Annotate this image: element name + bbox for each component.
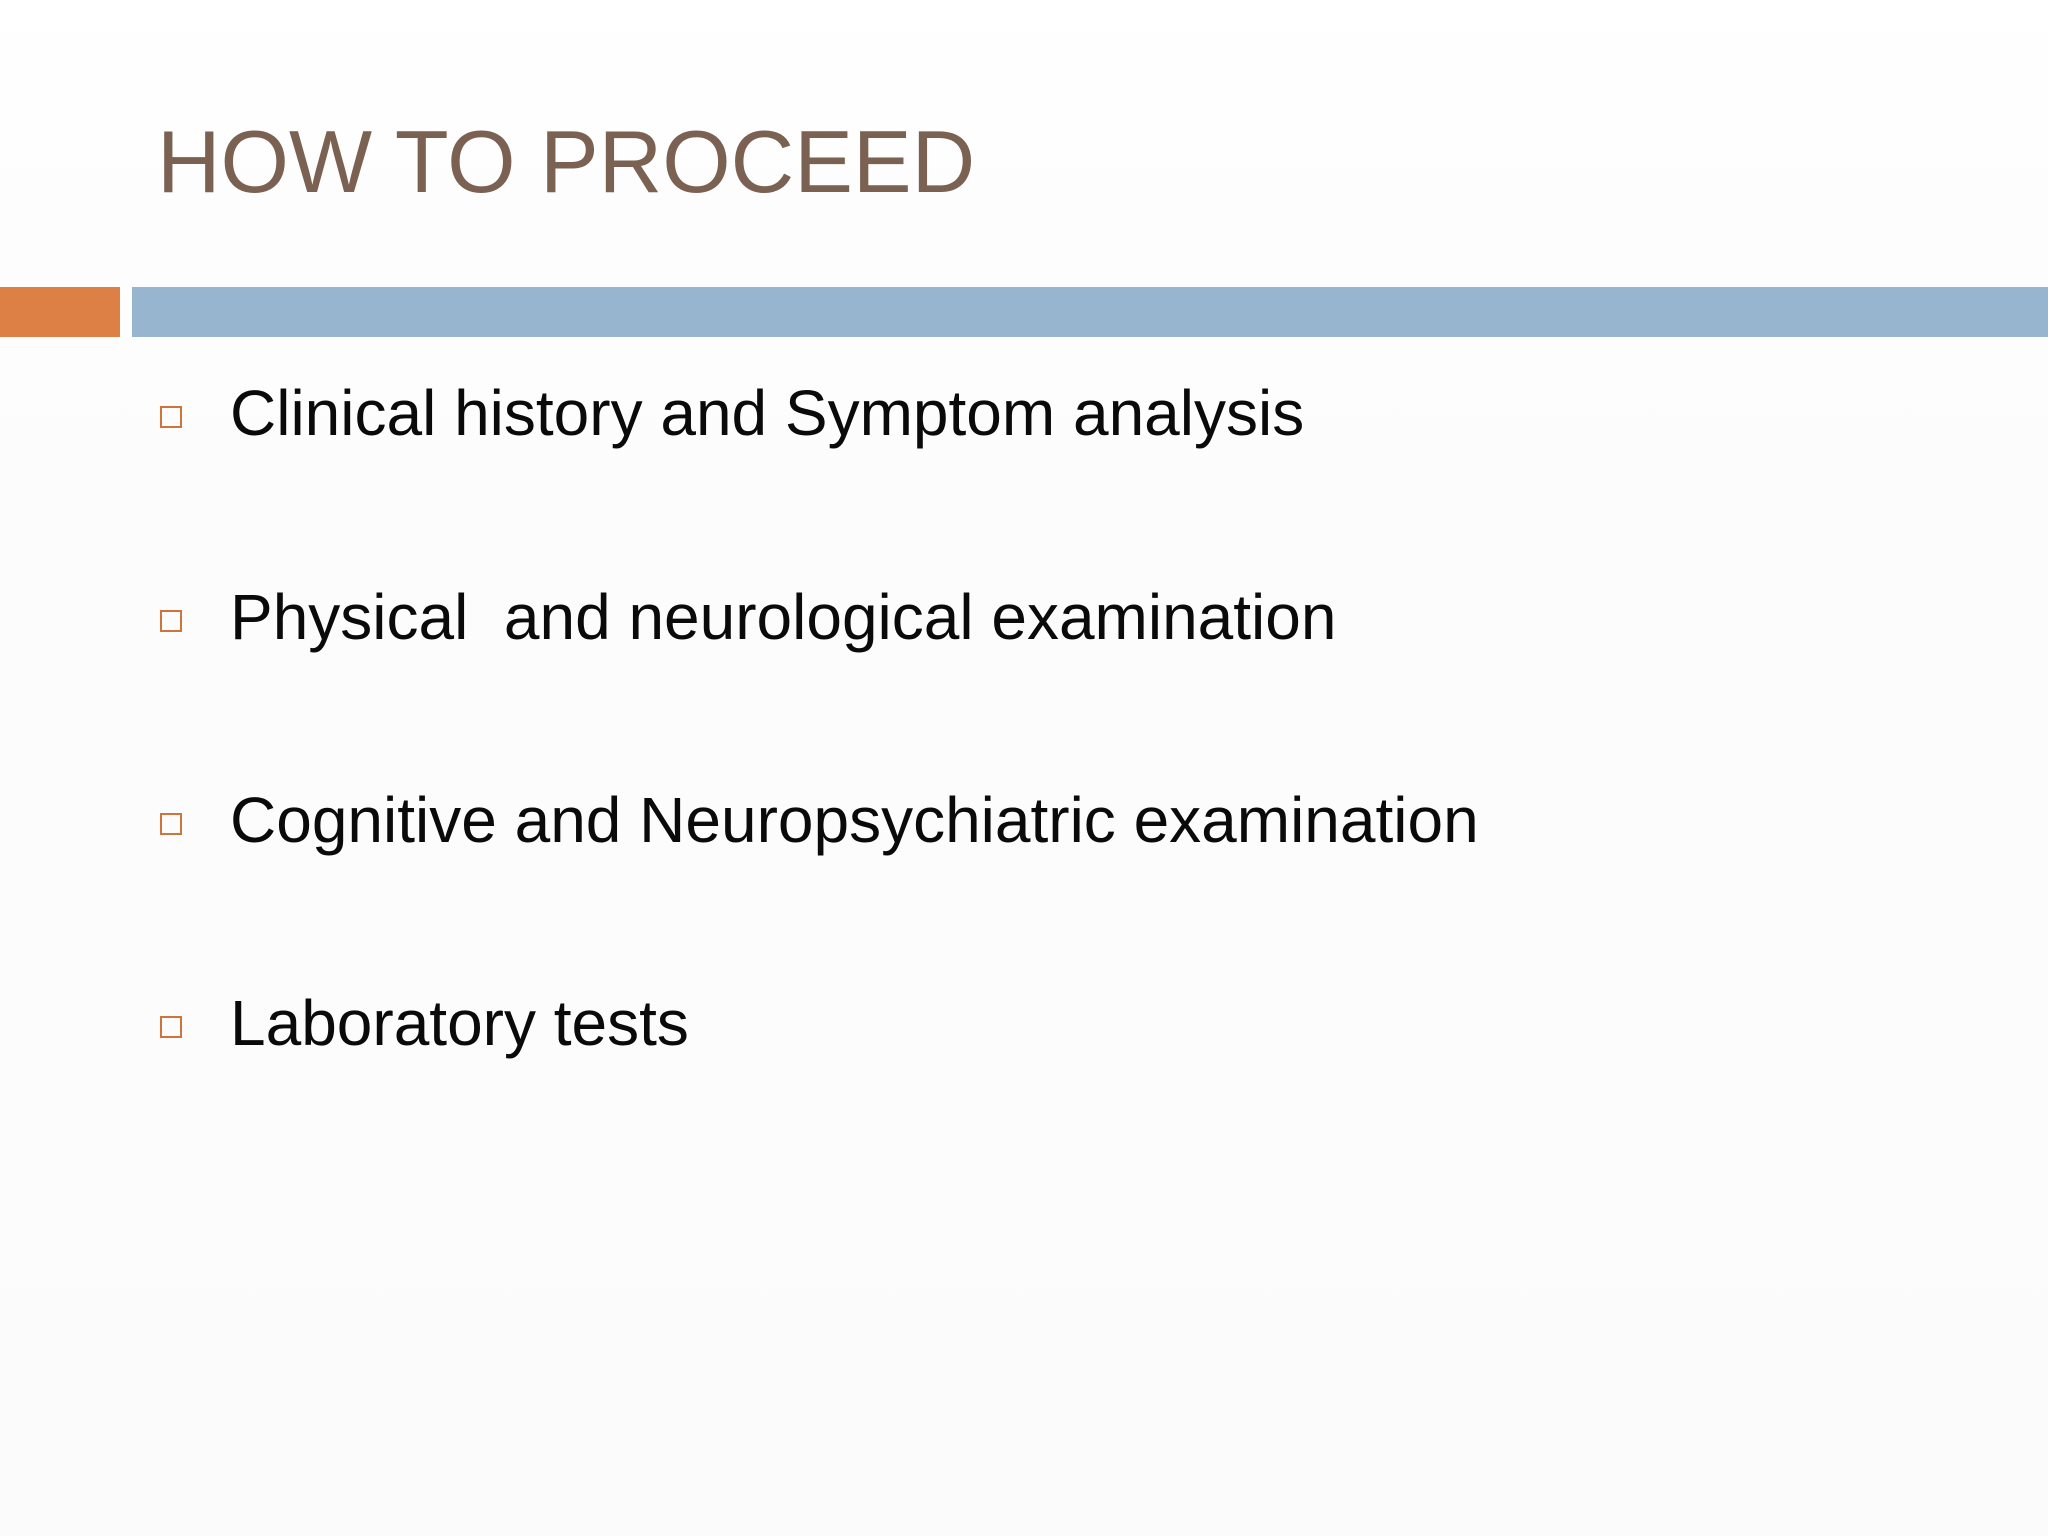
hollow-square-icon [160, 813, 182, 835]
list-item [160, 368, 1960, 458]
hollow-square-icon [160, 610, 182, 632]
accent-bar [0, 287, 120, 337]
slide-title: HOW TO PROCEED [157, 112, 976, 211]
bullet-text: Cognitive and Neuropsychiatric examination [230, 784, 1479, 856]
hollow-square-icon [160, 406, 182, 428]
list-item [160, 572, 1960, 662]
hollow-square-icon [160, 1016, 182, 1038]
title-underline-bar [132, 287, 2048, 337]
bullet-text: Physical and neurological examination [230, 581, 1337, 653]
bullet-text: Clinical history and Symptom analysis [230, 377, 1305, 449]
bullet-text: Laboratory tests [230, 987, 689, 1059]
list-item [160, 978, 1960, 1068]
list-item [160, 775, 1960, 865]
